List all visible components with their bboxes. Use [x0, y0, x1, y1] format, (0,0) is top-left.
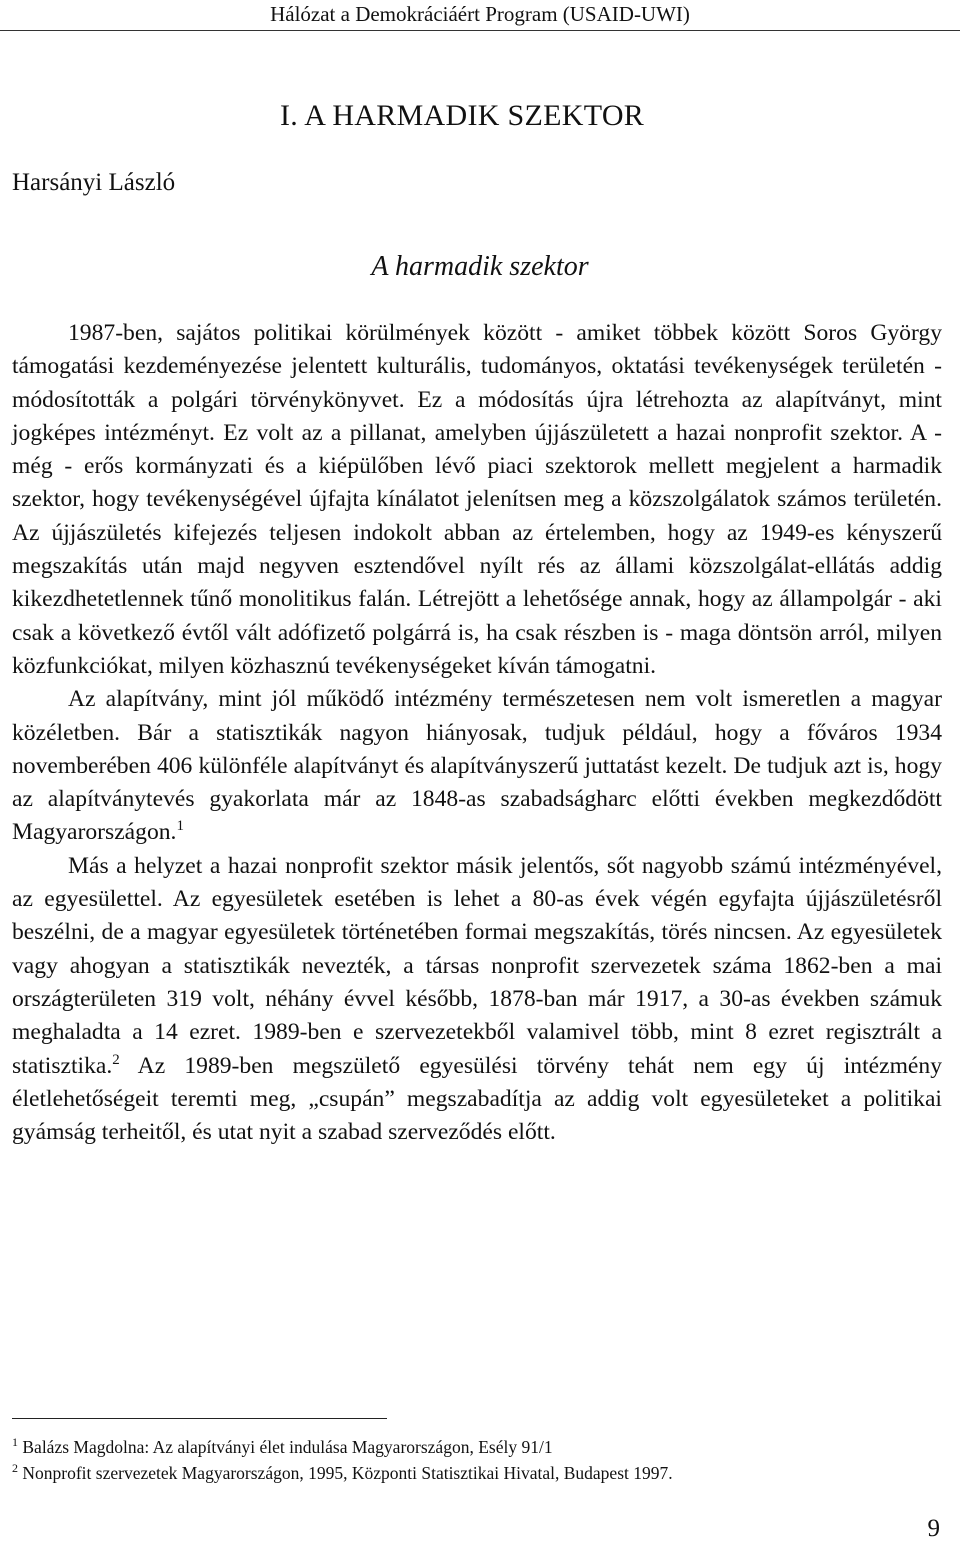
- article-body: [12, 317, 942, 1149]
- footnote-1: [12, 1434, 942, 1460]
- paragraph-text: Más a helyzet a hazai nonprofit szektor másik jelentős, sőt nagyobb számú intézményével, az egyesülettel. Az egyesületek esetében is lehet a 80-as évek végén egyfajta újjászületésről beszélni, de a magyar egyesületek történetében formai megszakítás, törés nincsen. Az egyesületek vagy ahogyan a statisztikák nevezték, a társas nonprofit szervezetek száma 1862-ben a mai országterületen 319 volt, néhány évvel később, 1878-ban már 1917, a 30-as években számuk meghaladta a 14 ezret. 1989-ben e szervezetekből valamivel több, mint 8 ezret regisztrált a statisztika.: [12, 852, 942, 1079]
- footnote-text: Balázs Magdolna: Az alapítványi élet indulása Magyarországon, Esély 91/1: [22, 1437, 553, 1457]
- footnote-text: Nonprofit szervezetek Magyarországon, 1995, Központi Statisztikai Hivatal, Budapest 1997.: [22, 1463, 673, 1483]
- running-header: Hálózat a Demokráciáért Program (USAID-UWI): [270, 2, 690, 26]
- footnote-number: 2: [12, 1461, 18, 1475]
- footnotes: [12, 1434, 942, 1486]
- footnote-2: [12, 1460, 942, 1486]
- paragraph-text-continued: Az 1989-ben megszülető egyesülési törvény tehát nem egy új intézmény életlehetőségeit teremti meg, „csupán” megszabadítja az addig volt egyesületeket a politikai gyámság terheitől, és utat nyit a szabad szerveződés előtt.: [12, 1052, 942, 1146]
- paragraph-1: [12, 317, 942, 683]
- chapter-title: I. A HARMADIK SZEKTOR: [280, 99, 645, 132]
- paragraph-text: 1987-ben, sajátos politikai körülmények között - amiket többek között Soros György támogatási kezdeményezése jelentett kulturális, tudományos, oktatási tevékenységek területén - módosították a polgári törvénykönyvet. Ez a módosítás újra létrehozta az alapítványt, mint jogképes intézményt. Ez volt az a pillanat, amelyben újjászületett a hazai nonprofit szektor. A - még - erős kormányzati és a kiépülőben lévő piaci szektorok mellett megjelent a harmadik szektor, hogy tevékenységével újfajta kínálatot jelenítsen meg a közszolgálatok számos területén. Az újjászületés kifejezés teljesen indokolt abban az értelemben, hogy az 1949-es kényszerű megszakítás után majd negyven esztendővel nyílt rés az állami közszolgálat-ellátás addig kikezdhetetlennek tűnő monolitikus falán. Létrejött a lehetősége annak, hogy az állampolgár - aki csak a következő évtől vált adófizető polgárrá is, ha csak részben is - maga döntsön arról, milyen közfunkciókat, milyen közhasznú tevékenységeket kíván támogatni.: [12, 320, 942, 679]
- page-number: 9: [927, 1515, 940, 1542]
- article-title: A harmadik szektor: [371, 251, 589, 282]
- footnote-ref-1[interactable]: 1: [176, 818, 184, 835]
- paragraph-text: Az alapítvány, mint jól működő intézmény természetesen nem volt ismeretlen a magyar közéletben. Bár a statisztikák nagyon hiányosak, tudjuk például, hogy a főváros 1934 novemberében 406 különféle alapítványt és alapítványszerű juttatást kezelt. De tudjuk azt is, hogy az alapítványtevés gyakorlata már az 1848-as szabadságharc előtti években megkezdődött Magyarországon.: [12, 686, 942, 846]
- paragraph-3: [12, 850, 942, 1150]
- footnote-number: 1: [12, 1435, 18, 1449]
- header-rule: [0, 30, 960, 31]
- footnote-ref-2[interactable]: 2: [112, 1051, 120, 1068]
- author-name: Harsányi László: [12, 169, 176, 196]
- paragraph-2: [12, 683, 942, 849]
- footnote-separator: [12, 1418, 387, 1419]
